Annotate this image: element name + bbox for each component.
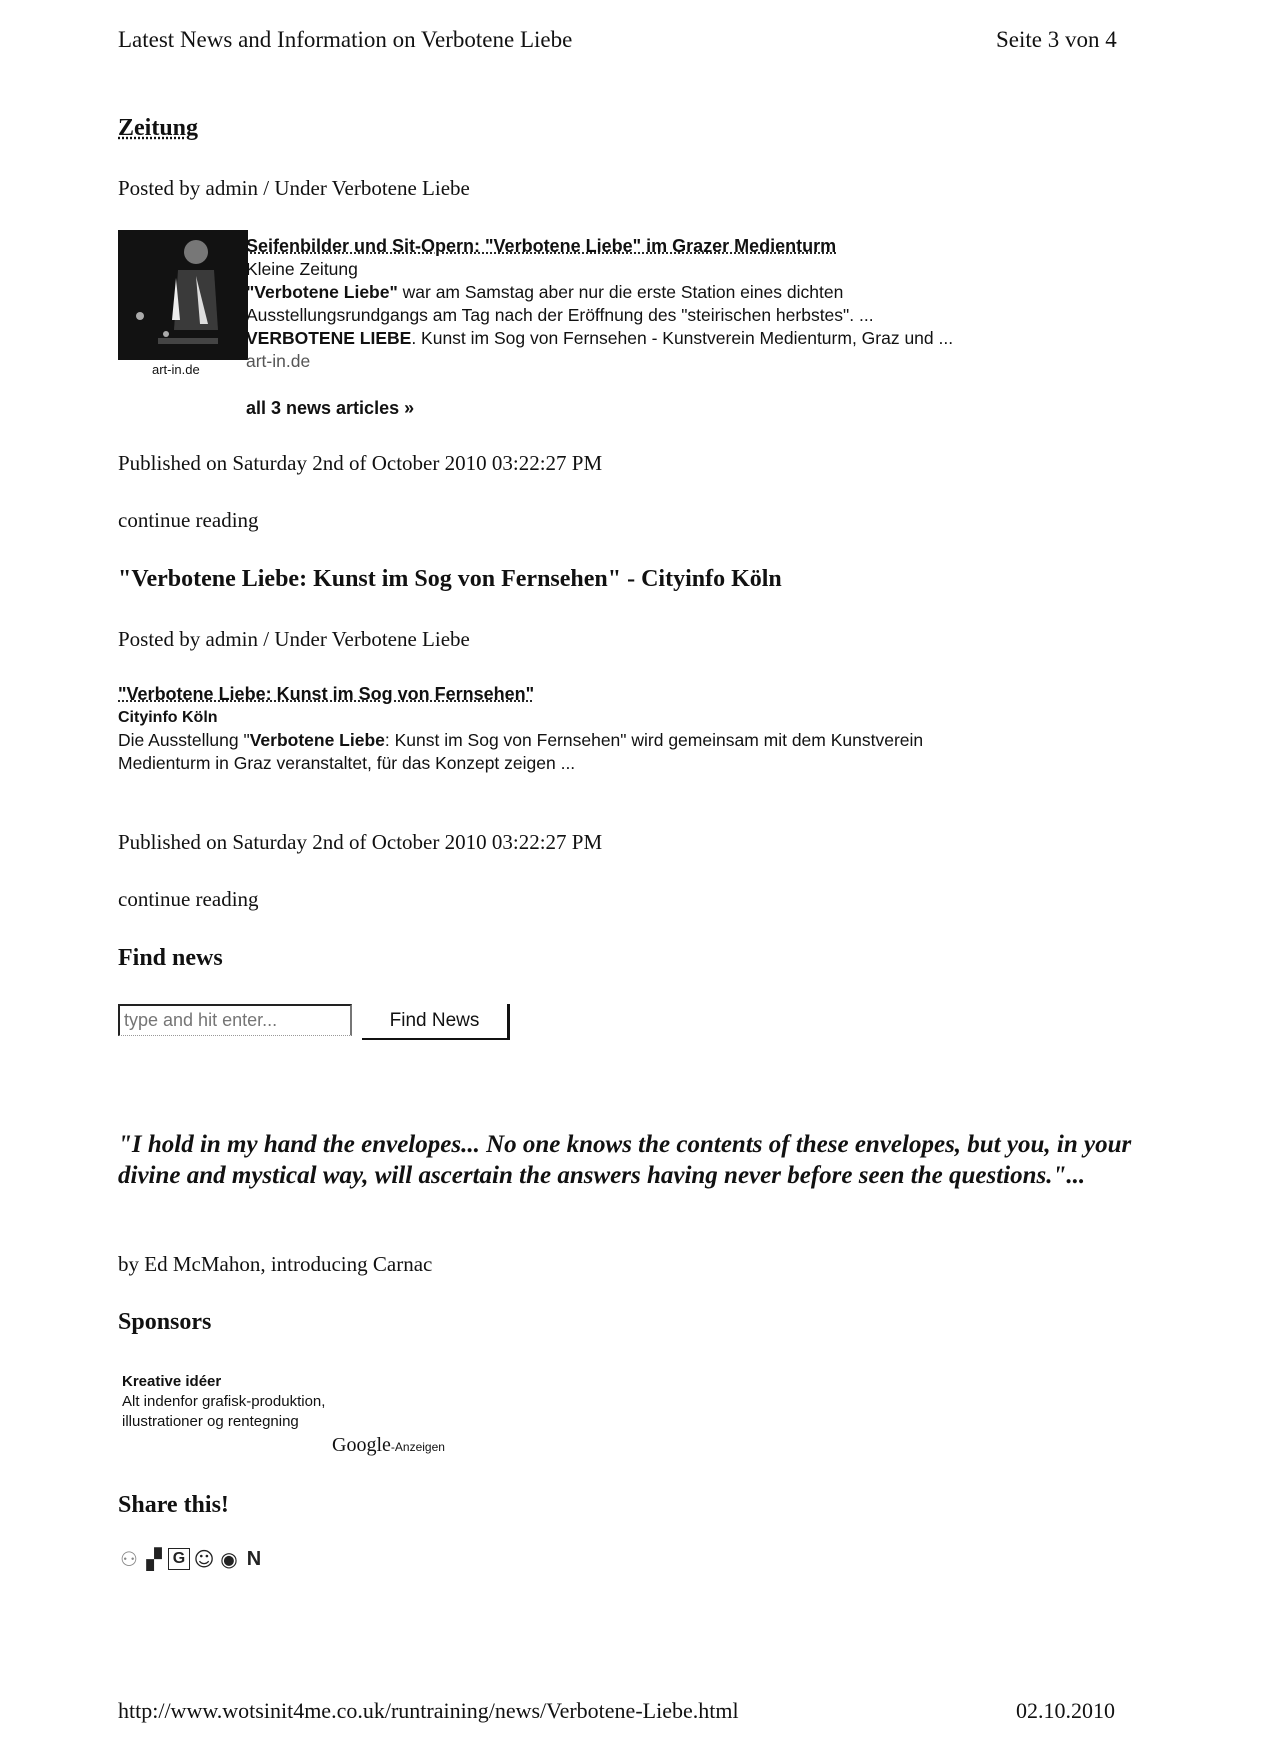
google-logo: Google [332,1434,391,1456]
footer-url: http://www.wotsinit4me.co.uk/runtraining/news/Verbotene-Liebe.html [118,1698,739,1723]
news-snippet [118,683,1118,775]
google-ads-label[interactable] [332,1434,445,1457]
article-source: Kleine Zeitung [246,259,358,279]
continue-reading-link[interactable]: continue reading [118,508,259,532]
find-news-heading: Find news [118,945,223,971]
page-indicator: Seite 3 von 4 [996,27,1117,52]
document-title: Latest News and Information on Verbotene Liebe [118,27,573,52]
article-thumbnail[interactable] [118,230,248,360]
published-date: Published on Saturday 2nd of October 2010 03:22:27 PM [118,830,603,854]
ad-text: Alt indenfor grafisk-produktion, [122,1393,326,1410]
snippet-text: Die Ausstellung " [118,730,250,750]
post-meta: Posted by admin / Under Verbotene Liebe [118,627,470,651]
snippet-text: Ausstellungsrundgangs am Tag nach der Eröffnung des "steirischen herbstes". ... [246,305,874,325]
thumbnail-image [118,230,248,360]
snippet-text: : Kunst im Sog von Fernsehen" wird gemeinsam mit dem Kunstverein [384,730,924,750]
article-source: Cityinfo Köln [118,709,218,726]
published-date: Published on Saturday 2nd of October 2010 03:22:27 PM [118,451,603,475]
post-meta: Posted by admin / Under Verbotene Liebe [118,176,470,200]
article-domain: art-in.de [246,351,311,371]
news-snippet [246,235,1206,373]
footer-date: 02.10.2010 [1016,1698,1115,1723]
reddit-icon[interactable]: ☺ [193,1547,215,1571]
post-title-zeitung[interactable]: Zeitung [118,115,199,141]
ad-title[interactable]: Kreative idéer [122,1373,222,1390]
anzeigen-label: -Anzeigen [390,1440,445,1454]
article-link[interactable]: Seifenbilder und Sit-Opern: "Verbotene Liebe" im Grazer Medienturm [246,236,837,256]
snippet-bold: Verbotene Liebe [249,730,385,750]
snippet-text: war am Samstag aber nur die erste Station eines dichten [397,282,844,302]
share-icons [118,1548,265,1570]
post-title-cityinfo[interactable]: "Verbotene Liebe: Kunst im Sog von Fernsehen" - Cityinfo Köln [118,566,782,592]
delicious-icon[interactable]: ▞ [146,1547,162,1571]
snippet-bold: "Verbotene Liebe" [246,282,398,302]
quote-text: "I hold in my hand the envelopes... No one knows the contents of these envelopes, but you, in your divine and mystical way, will ascertain the answers having never before seen the questions."... [118,1131,1132,1189]
share-heading: Share this! [118,1492,229,1518]
ad-text: illustrationer og rentegning [122,1413,299,1430]
all-articles-link[interactable]: all 3 news articles » [246,398,415,418]
stumbleupon-icon[interactable]: ◉ [220,1547,238,1571]
snippet-text: . Kunst im Sog von Fernsehen - Kunstverein Medienturm, Graz und ... [411,328,954,348]
sponsor-ad[interactable] [122,1372,325,1432]
quote-attribution: by Ed McMahon, introducing Carnac [118,1252,433,1276]
digg-icon[interactable]: ⚇ [120,1547,138,1571]
newsvine-icon[interactable]: N [246,1548,262,1570]
snippet-text: Medienturm in Graz veranstaltet, für das Konzept zeigen ... [118,753,576,773]
snippet-bold: VERBOTENE LIEBE [246,328,412,348]
thumbnail-caption: art-in.de [152,362,200,377]
article-link[interactable]: "Verbotene Liebe: Kunst im Sog von Fernsehen" [118,684,535,704]
google-icon[interactable]: G [168,1548,190,1570]
search-input[interactable] [118,1004,352,1036]
continue-reading-link[interactable]: continue reading [118,887,259,911]
sponsors-heading: Sponsors [118,1309,212,1335]
find-news-button[interactable]: Find News [362,1004,510,1040]
